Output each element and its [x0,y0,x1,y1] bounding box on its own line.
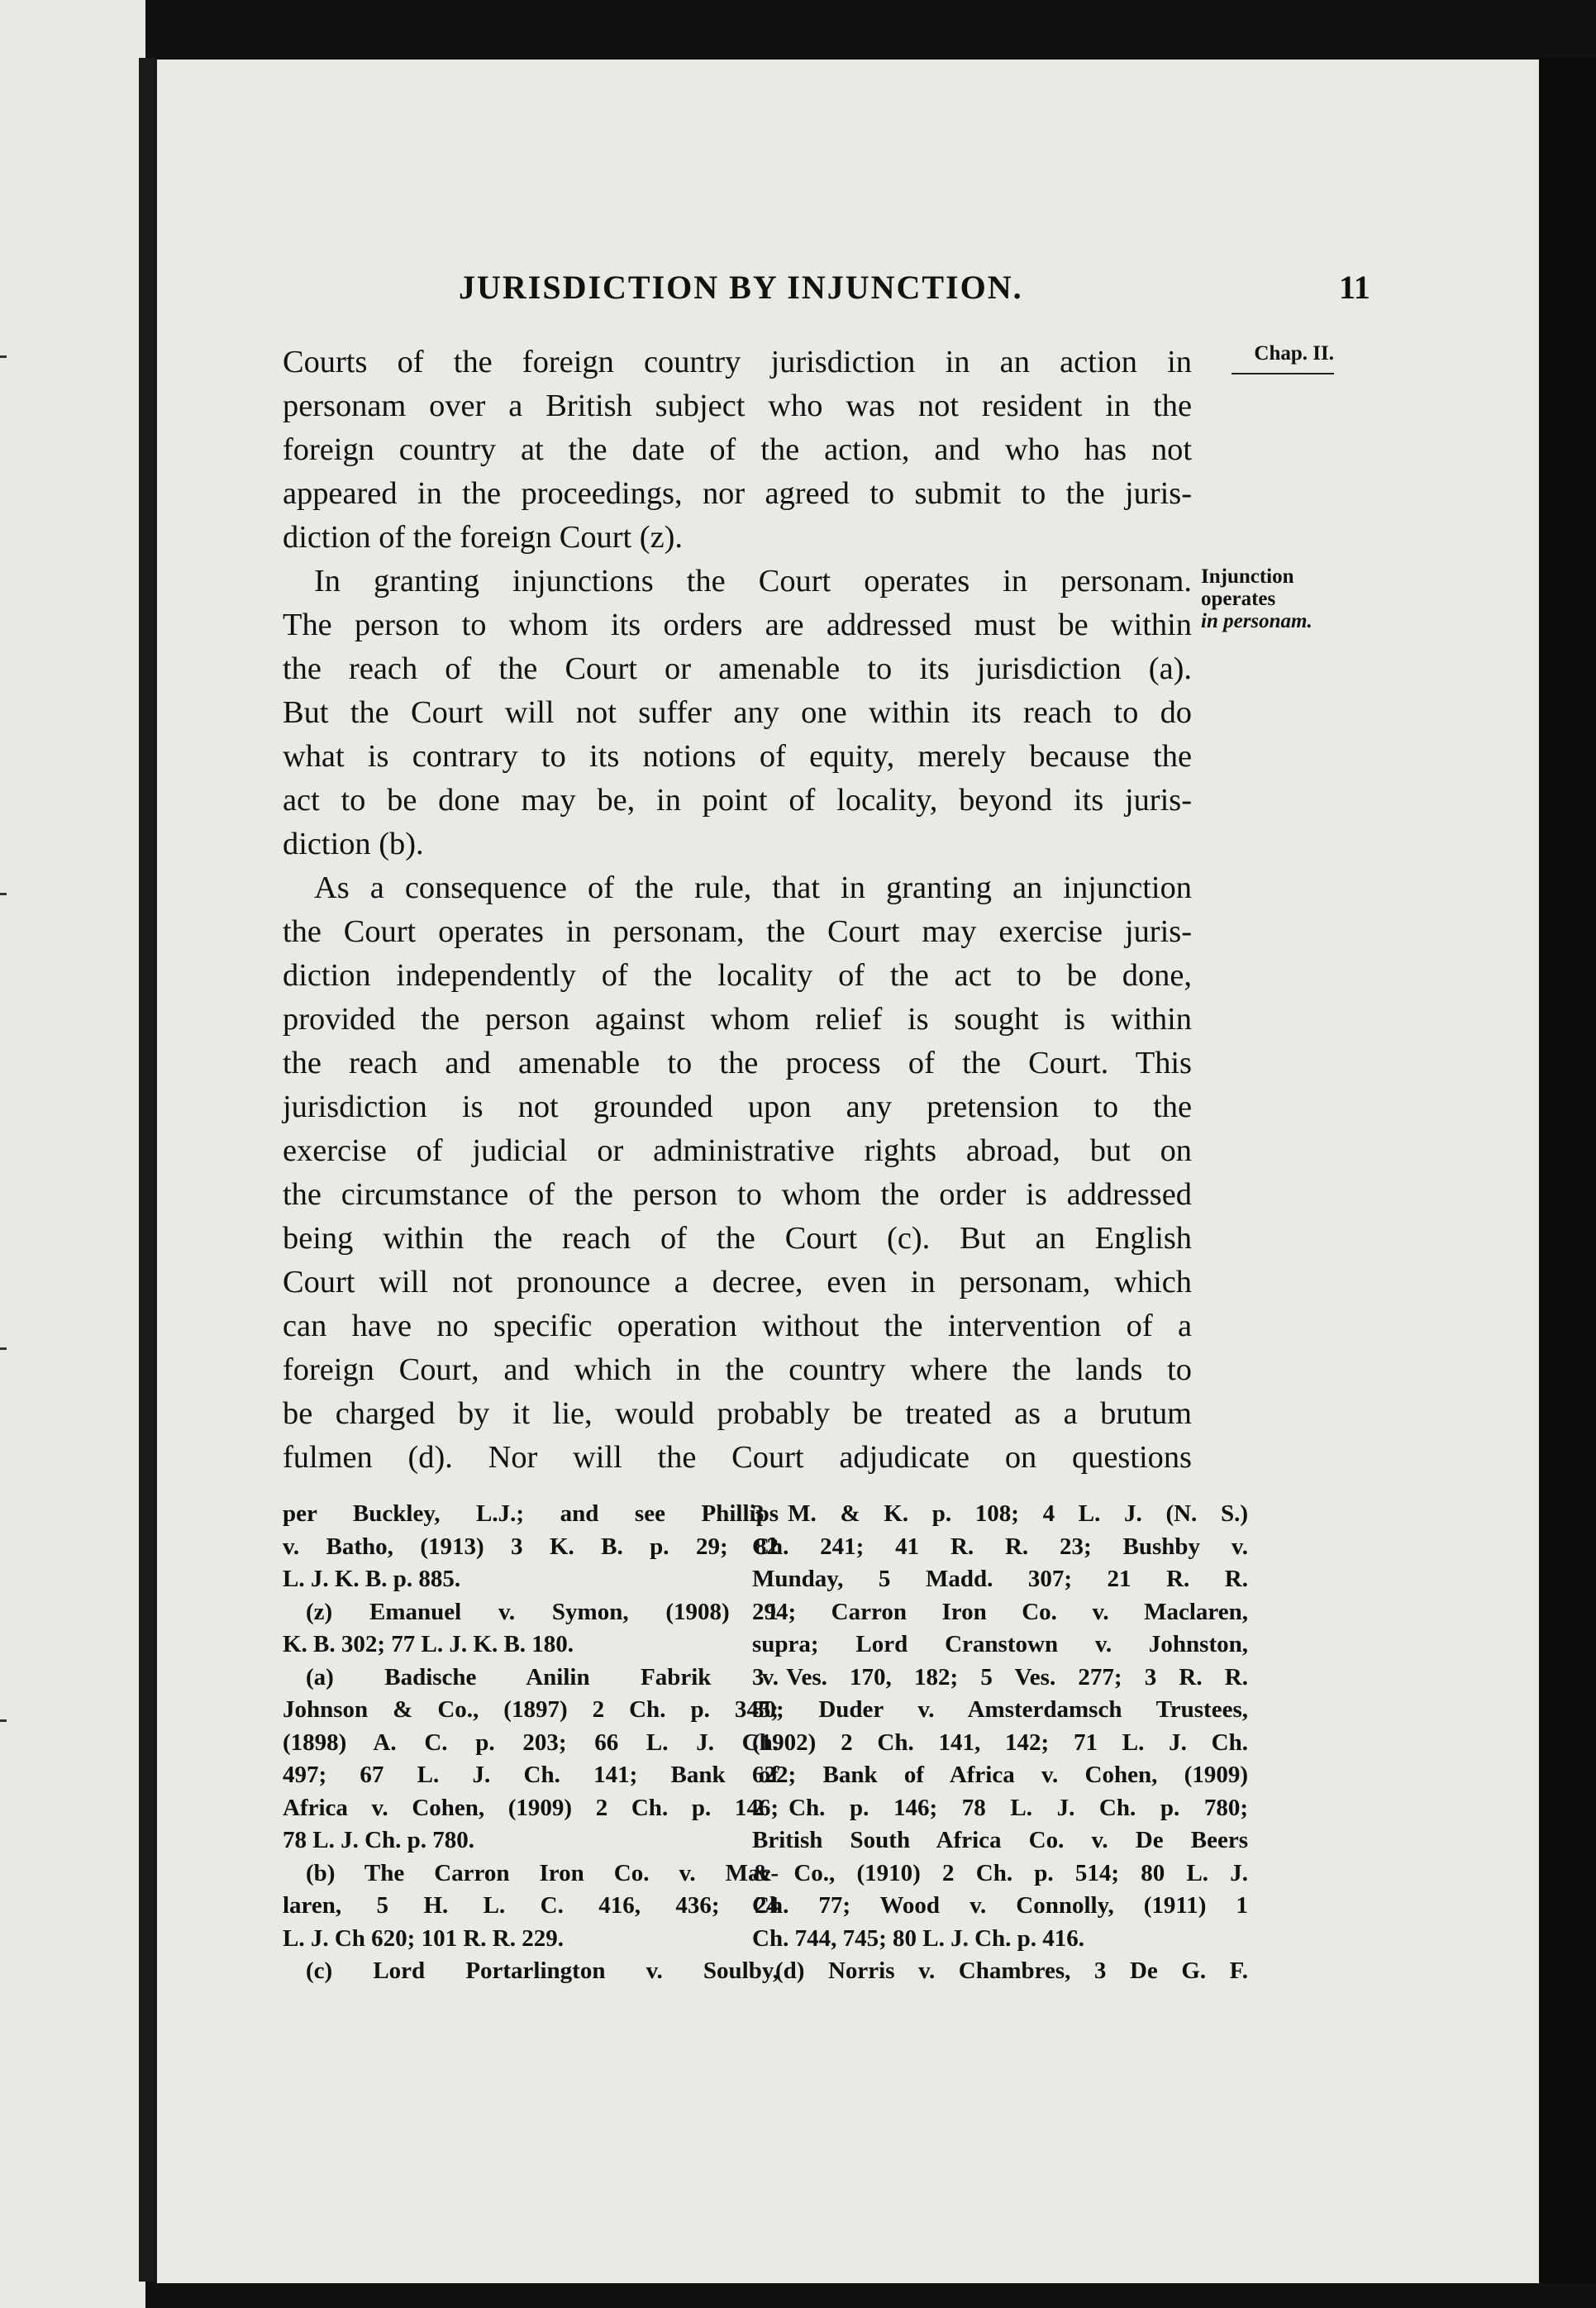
text-line: diction of the foreign Court (z). [283,520,684,555]
paragraph-1 [283,341,1192,560]
text-line: foreign country at the date of the action, and who has not [283,432,1192,467]
text-line: appeared in the proceedings, nor agreed to submit to the juris- [283,476,1192,511]
side-note-line: operates [1201,588,1276,610]
footnote-line: 3 M. & K. p. 108; 4 L. J. (N. S.) [752,1500,1248,1527]
footnote-line: British South Africa Co. v. De Beers [752,1827,1248,1853]
running-head: JURISDICTION BY INJUNCTION. [459,269,1023,306]
side-note-line: Injunction [1201,565,1294,588]
footnote-line: Africa v. Cohen, (1909) 2 Ch. p. 146; [283,1794,779,1821]
footnotes-right-column [752,1498,1248,1988]
footnote-line: & Co., (1910) 2 Ch. p. 514; 80 L. J. [752,1859,1248,1886]
text-line: In granting injunctions the Court operates in personam. [314,564,1192,598]
footnote-line: (1902) 2 Ch. 141, 142; 71 L. J. Ch. [752,1729,1248,1756]
footnote-line: 622; Bank of Africa v. Cohen, (1909) [752,1762,1248,1788]
text-line: As a consequence of the rule, that in granting an injunction [314,870,1192,905]
text-line: be charged by it lie, would probably be treated as a brutum [283,1396,1192,1431]
footnote-line: per Buckley, L.J.; and see Phillips [283,1500,779,1527]
text-line: diction (b). [283,827,424,861]
footnote-line: 294; Carron Iron Co. v. Maclaren, [752,1598,1248,1625]
book-gutter [139,58,157,2282]
footnote-line: (a) Badische Anilin Fabrik v. [306,1663,779,1690]
footnotes-left-column [283,1498,779,1988]
text-line: can have no specific operation without the intervention of a [283,1309,1192,1343]
text-line: foreign Court, and which in the country where the lands to [283,1352,1192,1387]
facing-page-edge [0,0,145,2308]
footnote-line: Johnson & Co., (1897) 2 Ch. p. 345; [283,1696,779,1723]
text-line: But the Court will not suffer any one within its reach to do [283,695,1192,730]
footnote-line: (d) Norris v. Chambres, 3 De G. F. [775,1958,1248,1984]
page-number: 11 [1339,269,1370,306]
footnote-line: 3 Ves. 170, 182; 5 Ves. 277; 3 R. R. [752,1663,1248,1690]
text-line: exercise of judicial or administrative rights abroad, but on [283,1133,1192,1168]
footnote-line: supra; Lord Cranstown v. Johnston, [752,1631,1248,1657]
footnote-line: 497; 67 L. J. Ch. 141; Bank of [283,1762,779,1788]
text-line: the reach and amenable to the process of the Court. This [283,1046,1192,1080]
text-line: what is contrary to its notions of equity, merely because the [283,739,1192,774]
text-line: The person to whom its orders are addressed must be within [283,608,1192,642]
text-line: Courts of the foreign country jurisdiction in an action in [283,345,1192,379]
text-line: Court will not pronounce a decree, even in personam, which [283,1265,1192,1299]
footnote-line: Ch. 77; Wood v. Connolly, (1911) 1 [752,1892,1248,1919]
text-line: fulmen (d). Nor will the Court adjudicate on questions [283,1440,1192,1475]
text-line: diction independently of the locality of the act to be done, [283,958,1192,993]
footnote-line: (b) The Carron Iron Co. v. Mac- [306,1859,779,1886]
footnote-line: (z) Emanuel v. Symon, (1908) 1 [306,1598,779,1625]
footnote-line: laren, 5 H. L. C. 416, 436; 24 [283,1892,779,1919]
footnote-line: Ch. 744, 745; 80 L. J. Ch. p. 416. [752,1924,1085,1952]
footnote-line: K. B. 302; 77 L. J. K. B. 180. [283,1631,574,1657]
text-line: the circumstance of the person to whom the order is addressed [283,1177,1192,1212]
footnote-line: L. J. K. B. p. 885. [283,1566,461,1592]
footnote-line: Munday, 5 Madd. 307; 21 R. R. [752,1566,1248,1592]
footnote-line: L. J. Ch 620; 101 R. R. 229. [283,1924,564,1952]
scan-border [1539,58,1596,2283]
footnote-line: v. Batho, (1913) 3 K. B. p. 29; 82 [283,1533,779,1560]
footnote-line: (c) Lord Portarlington v. Soulby, [306,1958,779,1984]
text-line: provided the person against whom relief is sought is within [283,1002,1192,1037]
footnote-line: 80; Duder v. Amsterdamsch Trustees, [752,1696,1248,1723]
body-text [283,341,1192,1480]
text-line: personam over a British subject who was not resident in the [283,389,1192,423]
paragraph-2 [283,560,1192,866]
paragraph-3 [283,866,1192,1480]
text-line: being within the reach of the Court (c). But an English [283,1221,1192,1256]
chapter-marginal-note: Chap. II. [1232,342,1334,374]
text-line: jurisdiction is not grounded upon any pretension to the [283,1090,1192,1124]
footnote-line: 78 L. J. Ch. p. 780. [283,1827,475,1853]
text-line: the reach of the Court or amenable to its jurisdiction (a). [283,651,1192,686]
side-note [1201,565,1313,632]
footnote-line: 2 Ch. p. 146; 78 L. J. Ch. p. 780; [752,1794,1248,1821]
footnote-line: (1898) A. C. p. 203; 66 L. J. Ch. [283,1729,779,1756]
footnote-line: Ch. 241; 41 R. R. 23; Bushby v. [752,1533,1248,1560]
side-note-line: in personam. [1201,610,1313,632]
text-line: the Court operates in personam, the Court may exercise juris- [283,914,1192,949]
text-line: act to be done may be, in point of locality, beyond its juris- [283,783,1192,818]
